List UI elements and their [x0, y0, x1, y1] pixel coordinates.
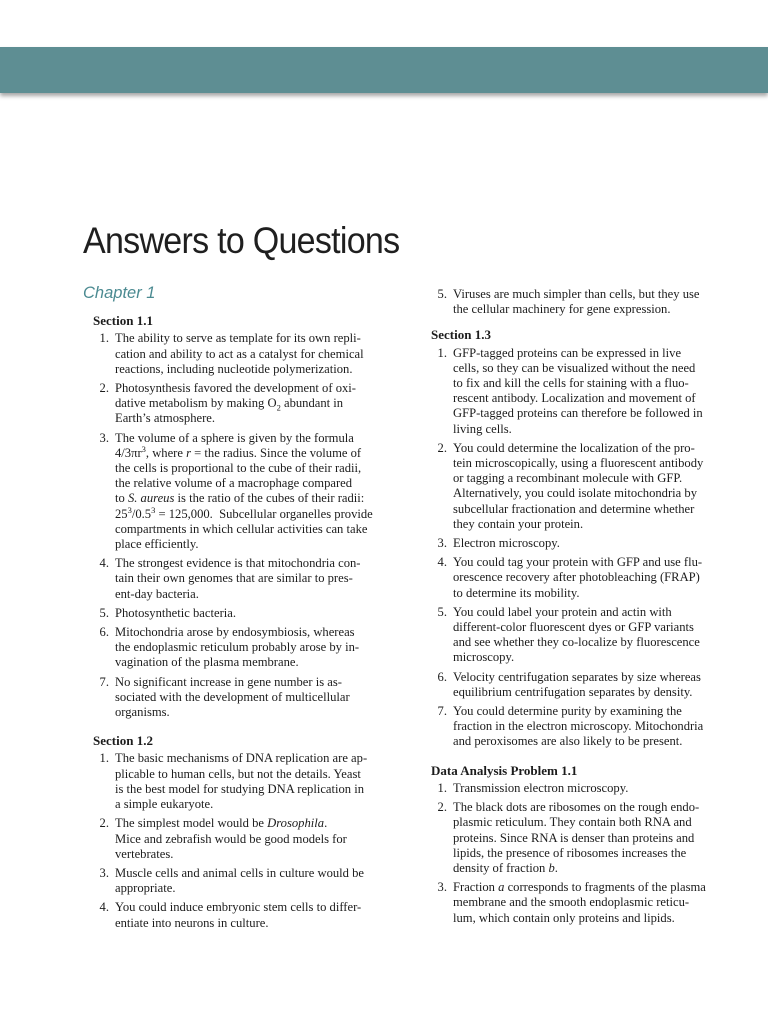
answer-text: You could induce embryonic stem cells to differ- entiate into neurons in culture. [115, 900, 362, 930]
answer-text: The basic mechanisms of DNA replication are ap- plicable to human cells, but not the details. Yeast is the best model for studying DNA replication in a simple eukaryote. [115, 751, 368, 812]
answer-number: 5. [437, 604, 447, 619]
answer-number: 2. [99, 381, 109, 396]
answer-number: 5. [99, 605, 109, 620]
answer-item [83, 816, 386, 862]
answer-item [421, 555, 717, 601]
answer-item [83, 606, 386, 621]
answer-item [83, 556, 386, 602]
answer-text: You could label your protein and actin with different-color fluorescent dyes or GFP variants and see whether they co-localize by fluorescence microscopy. [453, 604, 700, 665]
answer-number: 7. [99, 674, 109, 689]
answer-item [421, 287, 717, 317]
answer-number: 1. [437, 345, 447, 360]
answer-text: Mitochondria arose by endosymbiosis, whereas the endoplasmic reticulum probably arose by in- vagination of the plasma membrane. [115, 625, 360, 670]
answer-text: Transmission electron microscopy. [453, 780, 629, 795]
answer-text: You could determine purity by examining the fraction in the electron microscopy. Mitochondria and peroxisomes are also likely to be present. [453, 704, 704, 749]
answer-text: Photosynthesis favored the development of oxi- dative metabolism by making $O_2$ abundant in Earth’s atmosphere. [115, 381, 356, 426]
answer-text: Muscle cells and animal cells in culture would be appropriate. [115, 865, 365, 896]
answer-text: Velocity centrifugation separates by size whereas equilibrium centrifugation separates by density. [453, 669, 701, 699]
answer-text: Photosynthetic bacteria. [115, 605, 237, 620]
answer-number: 3. [437, 536, 447, 551]
answer-item [421, 800, 717, 876]
answer-number: 3. [99, 865, 109, 880]
answer-item [83, 900, 386, 930]
answer-item [83, 675, 386, 721]
answer-number: 1. [99, 331, 109, 346]
answer-list [83, 331, 386, 720]
answer-list [83, 751, 386, 930]
answer-text: Viruses are much simpler than cells, but they use the cellular machinery for gene expression. [453, 287, 700, 317]
answer-text: GFP-tagged proteins can be expressed in live cells, so they can be visualized without the need to fix and kill the cells for staining with a fluo- rescent antibody. Localization and movement of GFP-tagged proteins can therefore be followed in living cells. [453, 345, 703, 436]
answer-text: You could determine the localization of the pro- tein microscopically, using a fluorescent antibody or tagging a recombinant molecule with GFP. Alternatively, you could isolate mitochondria by subcellular fractionation and determine whether they contain your protein. [453, 440, 704, 531]
answer-number: 4. [99, 556, 109, 571]
answer-number: 3. [437, 880, 447, 895]
answer-item [421, 781, 717, 796]
answer-item [83, 751, 386, 812]
answer-number: 1. [437, 780, 447, 795]
answer-text: You could tag your protein with GFP and use flu- orescence recovery after photobleaching (FRAP) to determine its mobility. [453, 555, 703, 600]
answer-item [421, 346, 717, 437]
answer-item [421, 441, 717, 532]
answer-text: The black dots are ribosomes on the rough endo- plasmic reticulum. They contain both RNA and proteins. Since RNA is denser than proteins and lipids, the presence of ribosomes increases the density of fraction b. [453, 800, 700, 875]
answer-number: 6. [437, 669, 447, 684]
answer-item [83, 866, 386, 896]
answer-list [421, 287, 717, 317]
answer-number: 2. [99, 816, 109, 831]
header-band [0, 47, 768, 93]
page-title: Answers to Questions [83, 220, 400, 261]
answer-number: 4. [437, 555, 447, 570]
answer-number: 2. [437, 440, 447, 455]
answer-text: Fraction a corresponds to fragments of the plasma membrane and the smooth endoplasmic reticu- lum, which contain only proteins and lipids. [453, 880, 706, 925]
answer-number: 2. [437, 800, 447, 815]
section-heading: Section 1.3 [431, 327, 491, 343]
answer-item [421, 880, 717, 926]
answer-text: No significant increase in gene number is as- sociated with the development of multicellular organisms. [115, 674, 350, 720]
chapter-heading: Chapter 1 [83, 284, 156, 302]
answer-item [421, 704, 717, 750]
answer-item [421, 536, 717, 551]
answer-item [83, 625, 386, 671]
answer-item [83, 381, 386, 427]
answer-number: 3. [99, 430, 109, 445]
right-column [421, 287, 717, 930]
answer-text: The volume of a sphere is given by the formula $4/3\pi r^3$, where r = the radius. Since the volume of the cells is proportional to the cube of their radii, the relative volume of a macrophage compared to S. aureus is the ratio of the cubes of their radii: $25^3/0.5^3 = 125,000$. Subcellular organelles provide compartments in which cellular activities can take place efficiently. [115, 430, 373, 552]
answer-text: The strongest evidence is that mitochondria con- tain their own genomes that are similar to pres- ent-day bacteria. [115, 556, 361, 601]
answer-item [83, 331, 386, 377]
answer-list [421, 346, 717, 750]
section-heading: Section 1.2 [93, 733, 153, 749]
answer-item [83, 431, 386, 553]
answer-number: 1. [99, 751, 109, 766]
section-heading: Section 1.1 [93, 313, 153, 329]
answer-item [421, 670, 717, 700]
answer-text: The ability to serve as template for its own repli- cation and ability to act as a catalyst for chemical reactions, including nucleotide polymerization. [115, 331, 364, 376]
answer-number: 7. [437, 704, 447, 719]
answer-text: Electron microscopy. [453, 536, 560, 551]
answer-text: The simplest model would be Drosophila. Mice and zebrafish would be good models for vertebrates. [115, 816, 347, 861]
left-column [83, 286, 386, 935]
section-heading: Data Analysis Problem 1.1 [431, 762, 578, 778]
answer-number: 5. [437, 287, 447, 301]
answer-number: 6. [99, 625, 109, 640]
answer-number: 4. [99, 900, 109, 915]
answer-list [421, 781, 717, 926]
answer-item [421, 605, 717, 666]
